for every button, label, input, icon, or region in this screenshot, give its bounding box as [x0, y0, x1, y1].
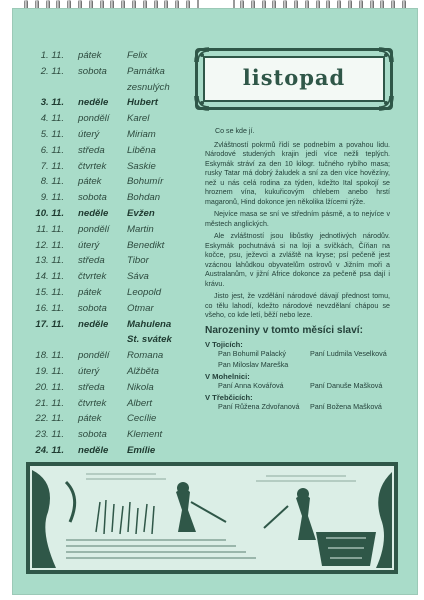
day-row [30, 382, 205, 398]
day-weekday: čtvrtek [78, 160, 107, 172]
day-weekday: pondělí [78, 113, 110, 125]
article-paragraph: Zvláštností pokrmů řídí se podnebím a povahou lidu. Národové studených krajin jedí více nežli teplých. Eskymák stráví za den 10 kilogr. tučného rybího masa; rusky Tatar má dobrý žaludek a sní za den více hovězíny, než u nás celá rodina za týden, kdežto Ital spokojí se hroznem vína, kukuřicovým chlebem anebo hrstí magaronů, Hind dokonce jen několika lžícemi rýže. [205, 140, 390, 206]
day-row [30, 366, 205, 382]
corner-ornament-icon [377, 94, 395, 112]
day-weekday: neděle [78, 444, 109, 456]
day-date: 21. 11. [35, 397, 64, 409]
day-row [30, 398, 205, 414]
day-nameday: Liběna [127, 144, 156, 156]
article-paragraph: Ale zvláštností jsou libůstky jednotlivých národův. Eskymák pochutnává si na loji a svíčkách, Číňan na kočce, psu, ježevci a zvláště na krysе; psí pečeně jest vzácnou lahůdkou obyvatelům ostrovů v Jižním moři a Australanům, v jižní Africe dokonce za pečeně psa dají i krávu. [205, 232, 390, 288]
article-paragraph: Nejvíce masa se sní ve středním pásmě, a to nejvíce v městech anglických. [205, 210, 390, 228]
day-row [30, 350, 205, 366]
day-date: 16. 11. [35, 302, 64, 314]
day-weekday: pátek [78, 50, 102, 61]
article-paragraph: Jisto jest, že vzdělání národové dávají přednost tomu, co tělu lahodí, kdežto národové nevzdělaní chápou se všeho, co kde letí, běží nebo leze. [205, 292, 390, 319]
day-date: 9. 11. [40, 192, 64, 204]
day-row [30, 429, 205, 445]
day-date: 12. 11. [35, 239, 64, 251]
day-date: 11. 11. [36, 223, 64, 235]
day-nameday: St. svátek [127, 334, 172, 346]
day-date: 17. 11. [35, 318, 64, 330]
day-row [30, 255, 205, 271]
day-nameday: Alžběta [127, 365, 159, 377]
birthdays-section [205, 325, 400, 413]
day-date: 18. 11. [35, 350, 64, 362]
day-date: 7. 11. [40, 160, 64, 172]
day-nameday: Evžen [127, 207, 155, 219]
day-row [30, 224, 205, 240]
day-nameday: Romana [127, 350, 164, 362]
day-weekday: pondělí [78, 223, 110, 235]
day-nameday: Mahulena [127, 318, 172, 330]
day-date: 20. 11. [35, 381, 64, 393]
day-nameday: Martin [127, 223, 154, 235]
day-date: 2. 11. [40, 65, 64, 77]
day-row [30, 287, 205, 303]
day-weekday: sobota [78, 429, 107, 441]
month-title-badge [195, 48, 393, 110]
day-row [30, 445, 205, 461]
day-row [30, 303, 205, 319]
person-name: Paní Růžena Zdvořanová [218, 402, 300, 411]
day-weekday: pátek [78, 176, 102, 188]
day-row [30, 176, 205, 192]
person-name: Pan Miloslav Mareška [218, 360, 289, 369]
day-row [30, 129, 205, 145]
day-weekday: sobota [78, 192, 107, 204]
day-nameday: Emílie [127, 444, 156, 456]
corner-ornament-icon [377, 46, 395, 64]
day-row [30, 413, 205, 429]
article [205, 127, 390, 324]
day-row [30, 50, 205, 66]
day-date: 4. 11. [40, 113, 64, 125]
birthdays-heading: Narozeniny v tomto měsíci slaví: [205, 325, 363, 336]
day-weekday: středa [78, 144, 105, 156]
day-weekday: sobota [78, 65, 107, 77]
person-name: Paní Ludmila Veselková [310, 349, 387, 358]
day-nameday: Albert [127, 397, 153, 409]
day-date: 1. 11. [40, 50, 64, 61]
day-date: 8. 11. [40, 176, 64, 188]
day-weekday: pátek [78, 286, 102, 298]
day-row [30, 192, 205, 208]
day-date: 22. 11. [35, 413, 64, 425]
day-nameday: Hubert [127, 97, 158, 109]
day-nameday: Památka [127, 65, 165, 77]
day-date: 10. 11. [35, 207, 64, 219]
day-date: 5. 11. [40, 128, 64, 140]
person-name: Paní Anna Kovářová [218, 381, 284, 390]
day-nameday: Benedikt [127, 239, 165, 251]
day-row [30, 161, 205, 177]
day-nameday: zesnulých [127, 81, 170, 93]
day-nameday: Karel [127, 113, 150, 125]
corner-ornament-icon [193, 94, 211, 112]
day-row [30, 82, 205, 98]
day-weekday: neděle [78, 207, 109, 219]
person-name: Pan Bohumil Palacký [218, 349, 286, 358]
day-nameday: Otmar [127, 302, 154, 314]
day-date: 19. 11. [35, 365, 64, 377]
day-date: 23. 11. [35, 429, 64, 441]
day-weekday: čtvrtek [78, 397, 107, 409]
day-row [30, 97, 205, 113]
woodcut-fishing-illustration [26, 462, 398, 574]
day-nameday: Saskie [127, 160, 156, 172]
day-nameday: Bohumír [127, 176, 164, 188]
day-weekday: neděle [78, 318, 109, 330]
person-name: Paní Danuše Mašková [310, 381, 383, 390]
day-weekday: středa [78, 255, 105, 267]
day-date: 24. 11. [35, 444, 64, 456]
day-row [30, 66, 205, 82]
day-row [30, 319, 205, 335]
day-nameday: Klement [127, 429, 163, 441]
day-weekday: sobota [78, 302, 107, 314]
day-row [30, 113, 205, 129]
corner-ornament-icon [193, 46, 211, 64]
day-weekday: úterý [78, 128, 100, 140]
place-label: V Tojicích: [205, 340, 243, 349]
day-nameday: Sáva [127, 271, 149, 283]
day-date: 15. 11. [35, 286, 64, 298]
place-label: V Mohelnici: [205, 372, 250, 381]
day-row [30, 240, 205, 256]
month-title: listopad [242, 65, 346, 90]
day-nameday: Tibor [127, 255, 149, 267]
day-row [30, 208, 205, 224]
day-weekday: čtvrtek [78, 271, 107, 283]
day-nameday: Nikola [127, 381, 154, 393]
day-nameday: Bohdan [127, 192, 161, 204]
day-weekday: úterý [78, 239, 100, 251]
day-nameday: Felix [127, 50, 148, 61]
day-weekday: středa [78, 381, 105, 393]
day-row [30, 271, 205, 287]
day-weekday: pátek [78, 413, 102, 425]
day-weekday: úterý [78, 365, 100, 377]
day-date: 3. 11. [40, 97, 64, 109]
day-nameday: Miriam [127, 128, 156, 140]
day-date: 14. 11. [35, 271, 64, 283]
day-date: 6. 11. [40, 144, 64, 156]
day-nameday: Cecílie [127, 413, 157, 425]
day-row [30, 145, 205, 161]
article-intro: Co se kde jí. [215, 127, 255, 135]
day-row [30, 334, 205, 350]
day-date: 13. 11. [35, 255, 64, 267]
day-weekday: neděle [78, 97, 109, 109]
day-weekday: pondělí [78, 350, 110, 362]
person-name: Paní Božena Mašková [310, 402, 382, 411]
place-label: V Třebčicích: [205, 393, 253, 402]
day-nameday: Leopold [127, 286, 162, 298]
